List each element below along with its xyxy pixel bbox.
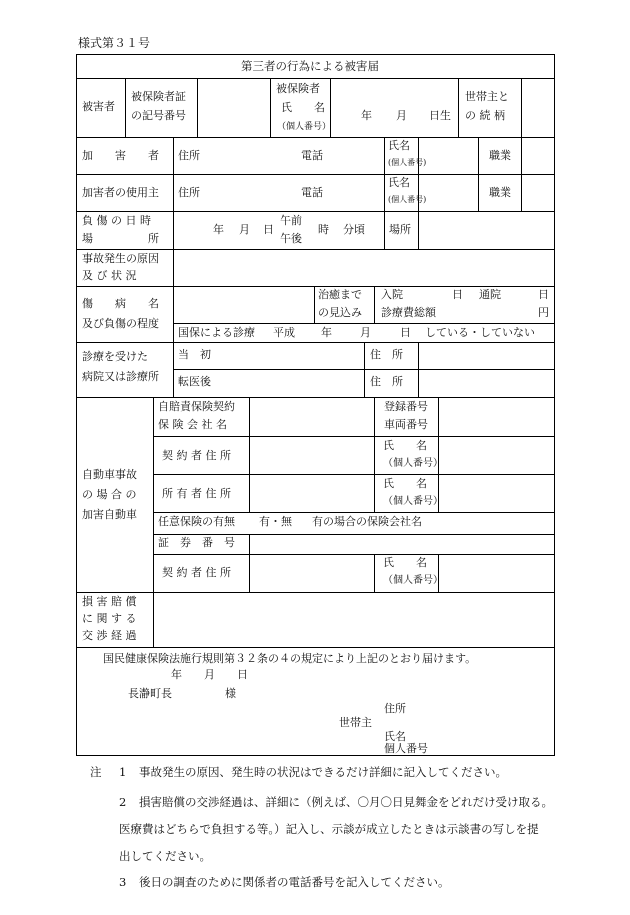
registration-label-1: 登録番号 (384, 400, 428, 413)
inpatient-label: 入院 (381, 288, 403, 301)
hospital-label-1: 診療を受けた (82, 350, 148, 363)
voluntary-yes-no: 有・無 (259, 515, 292, 528)
applicant-address-label: 住所 (384, 702, 406, 715)
mayor-name: 長瀞町長 (128, 687, 172, 700)
nhi-label: 国保による診療 (178, 326, 255, 339)
note-3-text: 後日の調査のために関係者の電話番号を記入してください。 (139, 875, 450, 889)
employer-address-label: 住所 (178, 186, 200, 199)
mayor-honorific: 様 (225, 687, 236, 700)
injury-year: 年 (213, 223, 224, 236)
nhi-status: している・していない (425, 326, 535, 339)
perpetrator-address-label: 住所 (178, 149, 200, 162)
voluntary-company-label: 有の場合の保険会社名 (312, 515, 422, 528)
contractor-address-label-2: 契 約 者 住 所 (162, 566, 231, 579)
note-1-text: 事故発生の原因、発生時の状況はできるだけ詳細に記入してください。 (139, 765, 507, 779)
injury-minute: 分頃 (343, 223, 365, 236)
form-number: 様式第３１号 (78, 36, 151, 50)
negotiation-label-1: 損 害 賠 償 (82, 595, 137, 608)
declaration-year: 年 (171, 668, 182, 681)
dob-year: 年 (361, 109, 372, 122)
employer-id-label: (個人番号) (388, 195, 427, 204)
owner-id-label: （個人番号） (383, 496, 443, 507)
householder-label: 世帯主 (339, 716, 372, 729)
victim-id-label: （個人番号） (277, 122, 332, 132)
perpetrator-phone-label: 電話 (301, 149, 323, 162)
cause-label-2: 及 び 状 況 (82, 269, 137, 282)
note-2-text-3: 出してください。 (119, 849, 211, 863)
employer-name-label: 氏名 (388, 176, 410, 189)
applicant-name-label: 氏名 (384, 730, 406, 743)
perpetrator-name-label: 氏名 (388, 139, 410, 152)
employer-phone-label: 電話 (301, 186, 323, 199)
owner-name-label: 氏 名 (383, 477, 427, 490)
contractor-address-label: 契 約 者 住 所 (162, 449, 231, 462)
hospital-address-label-1: 住 所 (370, 348, 403, 361)
cause-label-1: 事故発生の原因 (82, 252, 159, 265)
cali-insurer-label-2: 保 険 会 社 名 (158, 418, 227, 431)
injury-place-label: 場 所 (82, 232, 159, 245)
injury-month: 月 (239, 223, 250, 236)
victim-label: 被害者 (82, 100, 115, 113)
cali-insurer-label-1: 自賠責保険契約 (158, 400, 235, 413)
contractor-name-label-2: 氏 名 (383, 556, 427, 569)
relation-label-1: 世帯主と (465, 90, 509, 103)
declaration-month: 月 (204, 668, 215, 681)
employer-job-label: 職業 (489, 186, 511, 199)
hospital-address-label-2: 住 所 (370, 375, 403, 388)
negotiation-label-2: に 関 す る (82, 612, 137, 625)
injury-day: 日 (263, 223, 274, 236)
injury-pm: 午後 (280, 232, 302, 245)
outpatient-label: 通院 (479, 288, 501, 301)
perpetrator-label: 加 害 者 (82, 149, 159, 162)
insurance-no-label-2: の記号番号 (131, 109, 186, 122)
employer-label: 加害者の使用主 (82, 186, 159, 199)
nhi-era: 平成 (273, 326, 295, 339)
recovery-label-1: 治癒まで (318, 288, 362, 301)
note-1-number: 1 (119, 765, 127, 779)
hospital-label-2: 病院又は診療所 (82, 370, 159, 383)
illness-label-2: 及び負傷の程度 (82, 317, 159, 330)
contractor-id-label: （個人番号） (383, 458, 443, 469)
registration-label-2: 車両番号 (384, 418, 428, 431)
contractor-id-label-2: （個人番号） (383, 575, 443, 586)
injury-hour: 時 (318, 223, 329, 236)
vehicle-label-2: の 場 合 の (82, 488, 137, 501)
dob-month: 月 (396, 109, 407, 122)
perpetrator-id-label: (個人番号) (388, 158, 427, 167)
hospital-initial-label: 当 初 (178, 348, 211, 361)
negotiation-label-3: 交 渉 経 過 (82, 629, 137, 642)
hospital-transfer-label: 転医後 (178, 375, 211, 388)
declaration-day: 日 (237, 668, 248, 681)
relation-label-2: の 続 柄 (465, 109, 505, 122)
dob-day: 日生 (429, 109, 451, 122)
applicant-id-label: 個人番号 (384, 742, 428, 755)
injury-am: 午前 (280, 214, 302, 227)
perpetrator-job-label: 職業 (489, 149, 511, 162)
note-2-text-2: 医療費はどちらで負担する等。）記入し、示談が成立したときは示談書の写しを提 (119, 822, 539, 836)
declaration-text: 国民健康保険法施行規則第３２条の４の規定により上記のとおり届けます。 (103, 652, 477, 665)
injury-datetime-label: 負 傷 の 日 時 (82, 214, 151, 227)
note-2-number: 2 (119, 795, 127, 809)
voluntary-insurance-label: 任意保険の有無 (158, 515, 235, 528)
certificate-no-label: 証 券 番 号 (158, 536, 235, 549)
vehicle-label-1: 自動車事故 (82, 468, 137, 481)
recovery-label-2: の見込み (318, 306, 362, 319)
victim-name-label-2: 氏 名 (281, 101, 325, 114)
victim-name-label-1: 被保険者 (276, 82, 320, 95)
nhi-month: 月 (360, 326, 371, 339)
form-title: 第三者の行為による被害届 (241, 59, 379, 73)
insurance-no-label-1: 被保険者証 (131, 90, 186, 103)
owner-address-label: 所 有 者 住 所 (162, 487, 231, 500)
illness-label-1: 傷 病 名 (82, 297, 159, 310)
vehicle-label-3: 加害自動車 (82, 508, 137, 521)
notes-head: 注 (90, 765, 102, 779)
contractor-name-label: 氏 名 (383, 439, 427, 452)
note-2-text-1: 損害賠償の交渉経過は、詳細に（例えば、〇月〇日見舞金をどれだけ受け取る。 (139, 795, 553, 809)
nhi-day: 日 (400, 326, 411, 339)
nhi-year: 年 (321, 326, 332, 339)
outpatient-day: 日 (538, 288, 549, 301)
inpatient-day: 日 (452, 288, 463, 301)
injury-place-col: 場所 (389, 223, 411, 236)
note-3-number: 3 (119, 875, 127, 889)
cost-yen: 円 (538, 306, 549, 319)
cost-label: 診療費総額 (381, 306, 436, 319)
